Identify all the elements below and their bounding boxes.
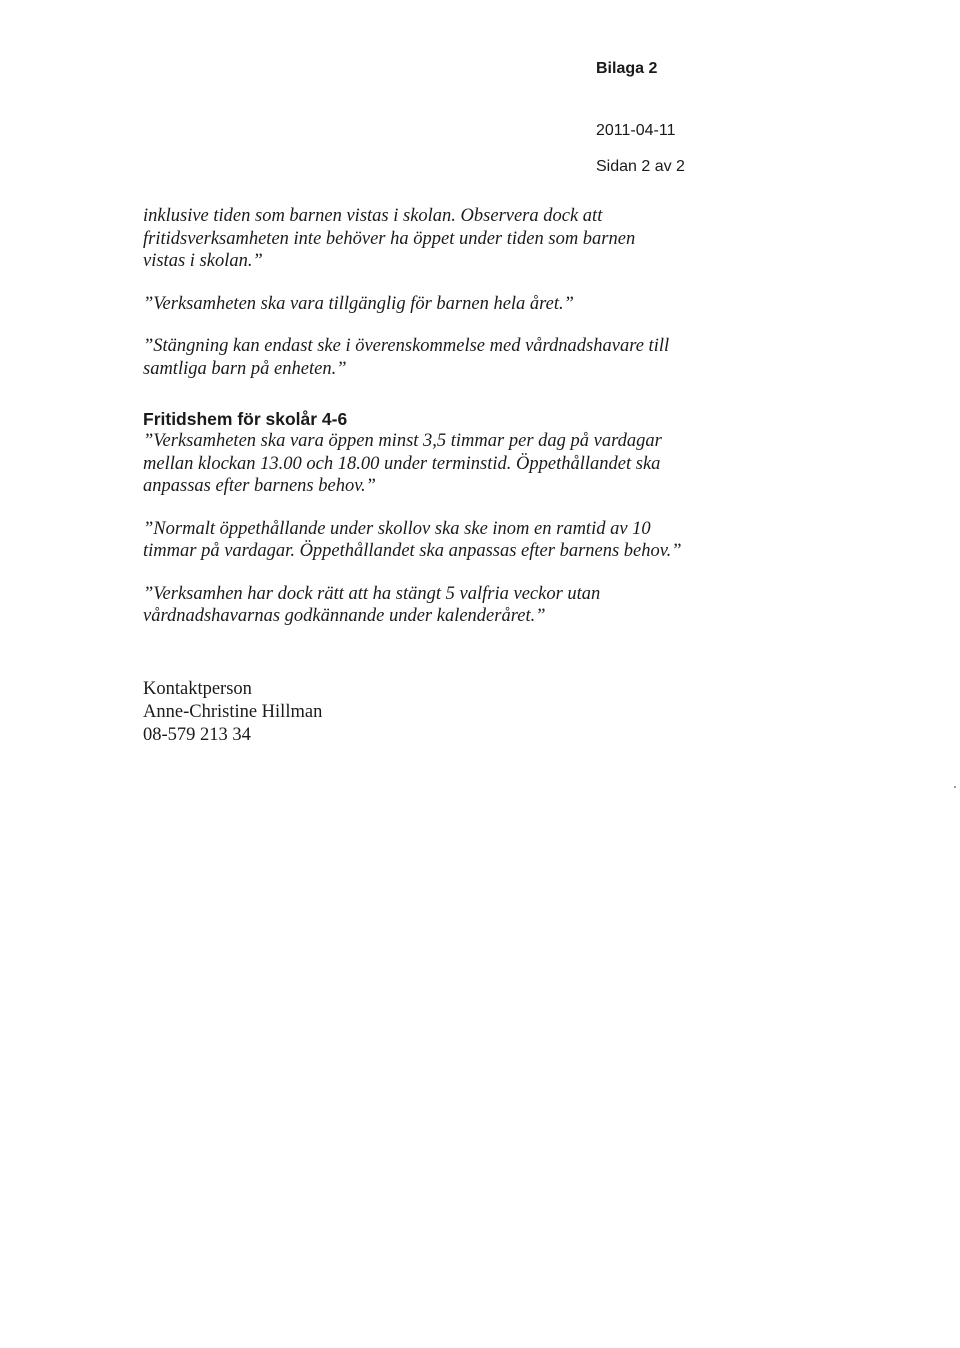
page-number: Sidan 2 av 2 [596, 158, 685, 175]
text-line: ”Verksamheten ska vara öppen minst 3,5 timmar per dag på vardagar [143, 431, 662, 451]
text-line: anpassas efter barnens behov.” [143, 476, 376, 496]
scan-speck [954, 786, 956, 788]
text-line: ”Stängning kan endast ske i överenskommelse med vårdnadshavare till [143, 336, 670, 356]
text-line: timmar på vardagar. Öppethållandet ska anpassas efter barnens behov.” [143, 541, 682, 561]
text-line: vistas i skolan.” [143, 251, 263, 271]
section-heading: Fritidshem för skolår 4-6 [143, 409, 348, 429]
contact-block [143, 678, 783, 747]
text-line: ”Verksamheten ska vara tillgänglig för barnen hela året.” [143, 293, 574, 314]
text-line: ”Verksamhen har dock rätt att ha stängt 5 valfria veckor utan [143, 583, 601, 604]
text-line: mellan klockan 13.00 och 18.00 under terminstid. Öppethållandet ska [143, 453, 661, 474]
paragraph-1 [143, 205, 783, 273]
text-line: samtliga barn på enheten.” [143, 358, 347, 379]
text-line: vårdnadshavarnas godkännande under kalenderåret.” [143, 606, 546, 626]
contact-phone: 08-579 213 34 [143, 724, 251, 745]
text-line: fritidsverksamheten inte behöver ha öppet under tiden som barnen [143, 228, 636, 249]
paragraph-6 [143, 583, 783, 628]
text-line: inklusive tiden som barnen vistas i skolan. Observera dock att [143, 206, 603, 226]
contact-name: Anne-Christine Hillman [143, 701, 323, 722]
document-body [143, 205, 783, 747]
contact-label: Kontaktperson [143, 678, 252, 699]
paragraph-4 [143, 430, 783, 498]
paragraph-5 [143, 518, 783, 563]
paragraph-2 [143, 293, 783, 316]
document-date: 2011-04-11 [596, 122, 676, 139]
attachment-label: Bilaga 2 [596, 60, 658, 77]
text-line: ”Normalt öppethållande under skollov ska ske inom en ramtid av 10 [143, 518, 651, 539]
paragraph-3 [143, 335, 783, 380]
